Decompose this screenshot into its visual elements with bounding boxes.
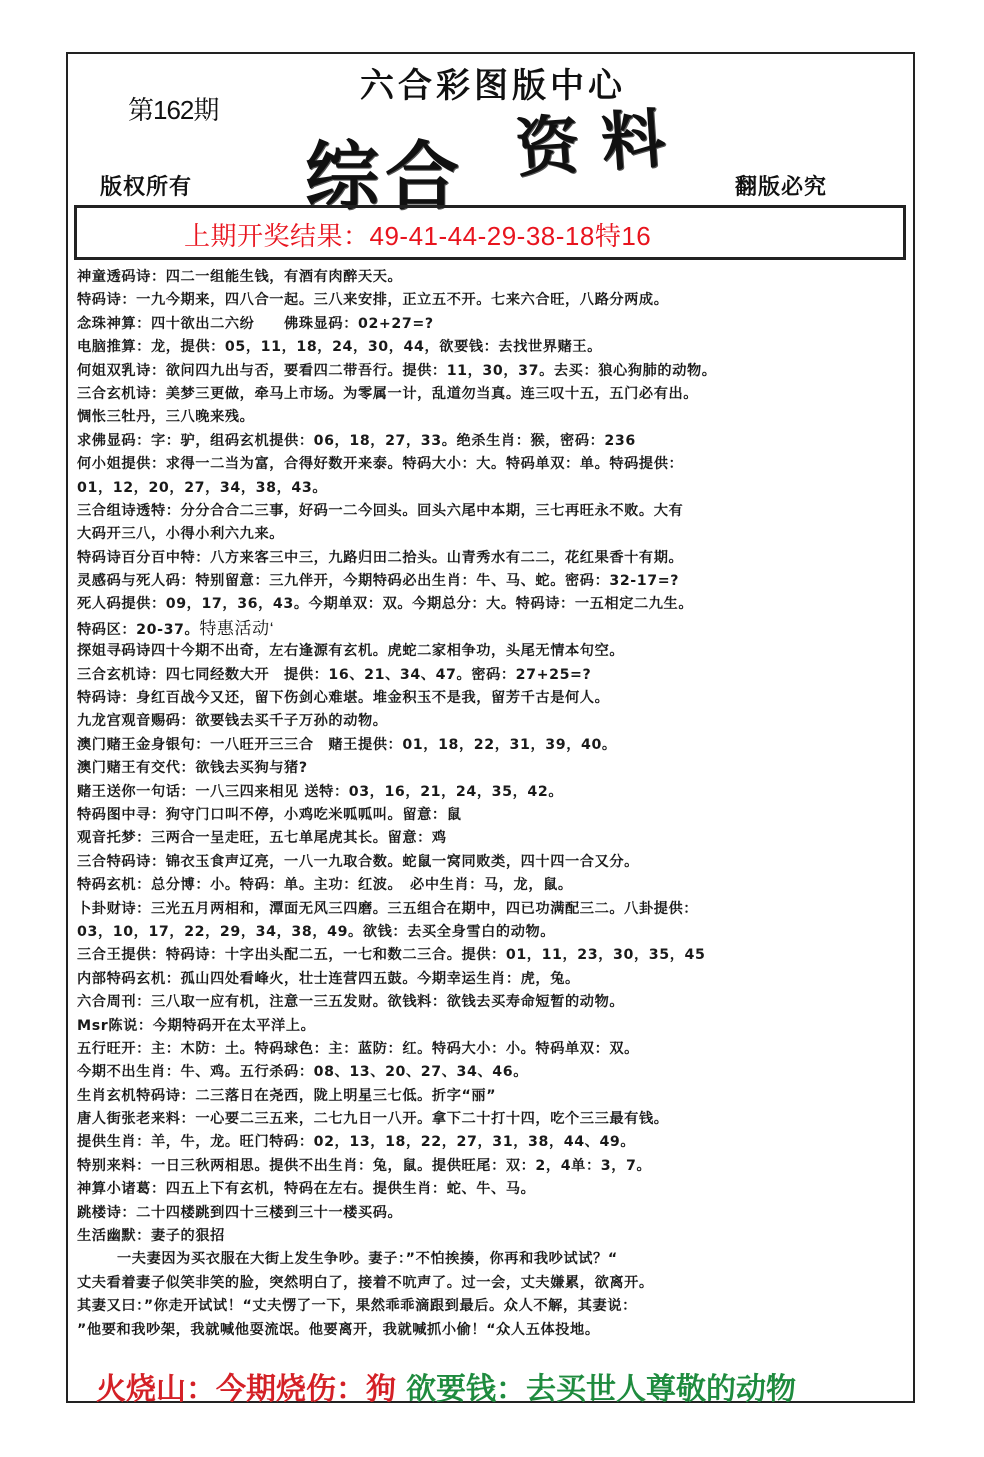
line-text: 欲钱去买狗与猪? — [195, 760, 308, 777]
content-line — [77, 710, 912, 733]
content-line — [77, 1108, 912, 1131]
line-text: 探姐寻码诗四十今期不出奇，左右逢源有玄机。虎蛇二家相争功，头尾无情本句空。 — [77, 643, 625, 660]
line-text: 总分博：小。特码：单。主功：红波。 必中生肖：马，龙，鼠。 — [150, 877, 573, 894]
last-result-numbers: 49-41-44-29-38-18特16 — [369, 221, 652, 251]
line-text: 狗守门口叫不停，小鸡吃米呱呱叫。留意：鼠 — [165, 806, 462, 823]
line-text: 四五上下有玄机，特码在左右。提供生肖：蛇、牛、马。 — [165, 1181, 536, 1198]
content-line — [77, 477, 912, 500]
line-text: 孤山四处看峰火，壮士连营四五鼓。今期幸运生肖：虎，兔。 — [180, 970, 580, 987]
line-text: 三两合一呈走旺，五七单尾虎其长。留意：鸡 — [150, 830, 447, 847]
line-text: 牛、鸡。五行杀码：08、13、20、27、34、46。 — [180, 1064, 528, 1081]
line-text: 二十四楼跳到四十三楼到三十一楼买码。 — [136, 1204, 403, 1221]
line-label: 求佛显码： — [77, 432, 151, 449]
line-label: 六合周刊： — [77, 994, 151, 1011]
line-label: 内部特码玄机： — [77, 970, 181, 987]
line-label: 何姐双乳诗： — [77, 362, 166, 379]
line-text: 羊，牛，龙。旺门特码：02，13，18，22，27，31，38，44、49。 — [150, 1134, 636, 1151]
content-line — [77, 781, 912, 804]
line-label: 特码图中寻： — [77, 806, 166, 823]
content-line — [77, 1131, 912, 1154]
content-line — [77, 313, 912, 336]
line-text: 惆怅三牡丹，三八晚来残。 — [77, 409, 255, 426]
line-text: 龙，提供：05，11，18，24，30，44，欲要钱：去找世界赌王。 — [150, 339, 602, 356]
content-line — [77, 944, 912, 967]
content-line — [77, 1295, 912, 1318]
line-label: 特码诗： — [77, 292, 137, 309]
line-label: 三合特码诗： — [77, 853, 166, 870]
line-text: 八方来客三中三，九路归田二拾头。山青秀水有二二，花红果香十有期。 — [210, 549, 684, 566]
content-line — [77, 898, 912, 921]
content-line — [77, 757, 912, 780]
content-line — [77, 1178, 912, 1201]
line-text: 一夫妻因为买衣服在大街上发生争吵。妻子：”不怕挨揍，你再和我吵试试？“ — [117, 1251, 618, 1268]
line-label: 电脑推算： — [77, 339, 151, 356]
content-line — [77, 1319, 912, 1342]
content-line — [77, 570, 912, 593]
line-text: 03，10，17，22，29，34，38，49。欲钱：去买全身雪白的动物。 — [77, 923, 556, 940]
line-text: 大码开三八，小得小利六九来。 — [77, 526, 285, 543]
line-text: 特码诗：十字出头配二五，一七和数二三合。提供：01，11，23，30，35，45 — [165, 947, 706, 964]
line-label: 跳楼诗： — [77, 1204, 137, 1221]
line-label: 生活幽默： — [77, 1228, 151, 1245]
content-line — [77, 1248, 912, 1271]
line-label: 观音托梦： — [77, 830, 151, 847]
line-text: 欲问四九出与否，要看四二带吾行。提供：11，30，37。去买：狼心狗肺的动物。 — [165, 362, 717, 379]
last-result — [184, 216, 651, 253]
line-label: 九龙宫观音赐码： — [77, 713, 196, 730]
line-label: Msr陈说： — [77, 1017, 153, 1034]
content-line — [77, 453, 912, 476]
content-line — [77, 827, 912, 850]
content-line — [77, 1202, 912, 1225]
content-line — [77, 1155, 912, 1178]
content-line — [77, 968, 912, 991]
content-line — [77, 500, 912, 523]
line-text: 三光五月两相和，潭面无风三四磨。三五组合在期中，四已功满配三二。八卦提供： — [150, 900, 699, 917]
line-label: 死人码提供： — [77, 596, 166, 613]
copyright-label: 版权所有 — [100, 174, 193, 200]
line-text: 三八取一应有机，注意一三五发财。欲钱料：欲钱去买寿命短暂的动物。 — [150, 994, 625, 1011]
line-label: 五行旺开： — [77, 1040, 151, 1057]
content-line — [77, 874, 912, 897]
content-line — [77, 593, 912, 616]
line-text: 字：驴，组码玄机提供：06，18，27，33。绝杀生肖：猴，密码：236 — [150, 432, 636, 449]
line-text: 求得一二当为富，合得好数开来泰。特码大小：大。特码单双：单。特码提供： — [165, 456, 684, 473]
line-label: 唐人街张老来料： — [77, 1111, 196, 1128]
line-text: 四七同经数大开 提供：16、21、34、47。密码：27+25=? — [165, 666, 592, 683]
content-line — [77, 383, 912, 406]
line-label: 三合组诗透特： — [77, 502, 181, 519]
content-line — [77, 289, 912, 312]
line-label: 特码诗百分百中特： — [77, 549, 211, 566]
content-line — [77, 1272, 912, 1295]
content-line — [77, 851, 912, 874]
footer-banner — [96, 1364, 796, 1408]
line-label: 澳门赌王有交代： — [77, 760, 196, 777]
content-line — [77, 547, 912, 570]
promo-label: 特惠活动‘ — [199, 618, 275, 638]
line-text: 妻子的狠招 — [150, 1228, 225, 1245]
line-label: 赌王送你一句话： — [77, 783, 196, 800]
line-label: 今期不出生肖： — [77, 1064, 181, 1081]
line-label: 灵感码与死人码： — [77, 573, 196, 590]
footer-green-text: 欲要钱：去买世人尊敬的动物 — [406, 1372, 796, 1407]
line-label: 神算小诸葛： — [77, 1181, 166, 1198]
content-line — [77, 991, 912, 1014]
line-text: 20-37。 — [136, 621, 200, 638]
line-label: 卜卦财诗： — [77, 900, 151, 917]
content-line — [77, 664, 912, 687]
line-label: 特码区： — [77, 621, 137, 638]
line-text: 四二一组能生钱，有酒有肉醉天天。 — [165, 269, 403, 285]
main-title-part1: 综合 — [305, 134, 465, 220]
content-line — [77, 687, 912, 710]
footer-red-text: 火烧山：今期烧伤：狗 — [96, 1372, 396, 1407]
content-line — [77, 640, 912, 663]
line-text: 分分合合二三事，好码一二今回头。回头六尾中本期，三七再旺永不败。大有 — [180, 502, 684, 519]
main-title-part2: 资料 — [512, 100, 690, 187]
content-line — [77, 1085, 912, 1108]
line-label: 念珠神算： — [77, 315, 151, 332]
line-text: 二三落日在尧西，陇上明星三七低。折字“丽” — [195, 1087, 497, 1104]
line-text: 特别留意：三九伴开，今期特码必出生肖：牛、马、蛇。密码：32-17=? — [195, 573, 680, 590]
line-text: 01，12，20，27，34，38，43。 — [77, 479, 328, 496]
line-label: 特别来料： — [77, 1157, 151, 1174]
no-reprint-label: 翻版必究 — [735, 174, 828, 200]
content-line — [77, 266, 912, 289]
line-text: 主：木防：土。特码球色：主：蓝防：红。特码大小：小。特码单双：双。 — [150, 1040, 639, 1057]
line-label: 生肖玄机特码诗： — [77, 1087, 196, 1104]
line-label: 何小姐提供： — [77, 456, 166, 473]
content-line — [77, 1038, 912, 1061]
line-text: 一八旺开三三合 赌王提供：01，18，22，31，39，40。 — [210, 736, 617, 753]
line-label: 三合玄机诗： — [77, 666, 166, 683]
content-line — [77, 360, 912, 383]
issue-number: 第162期 — [128, 95, 219, 125]
line-text: 欲要钱去买千子万孙的动物。 — [195, 713, 388, 730]
line-text: 09，17，36，43。今期单双：双。今期总分：大。特码诗：一五相定二九生。 — [165, 596, 694, 613]
line-label: 三合王提供： — [77, 947, 166, 964]
line-text: 一八三四来相见 送特：03，16，21，24，35，42。 — [195, 783, 564, 800]
content-line — [77, 804, 912, 827]
content-line — [77, 617, 912, 640]
line-text: 四十欲出二六纷 佛珠显码：02+27=? — [150, 315, 434, 332]
line-text: 丈夫看着妻子似笑非笑的脸，突然明白了，接着不吭声了。过一会，丈夫嫌累，欲离开。 — [77, 1274, 654, 1291]
line-label: 神童透码诗： — [77, 269, 166, 285]
content-line — [77, 921, 912, 944]
content-line — [77, 336, 912, 359]
line-text: 一九今期来，四八合一起。三八来安排，正立五不开。七来六合旺，八路分两成。 — [136, 292, 669, 309]
line-text: 锦衣玉食声辽亮，一八一九取合数。蛇鼠一窝同败类，四十四一合又分。 — [165, 853, 639, 870]
line-text: ”他要和我吵架，我就喊他耍流氓。他要离开，我就喊抓小偷！“众人五体投地。 — [77, 1321, 600, 1338]
content-line — [77, 523, 912, 546]
line-text: 今期特码开在太平洋上。 — [152, 1017, 316, 1034]
line-text: 美梦三更做，牵马上市场。为零属一计，乱道勿当真。连三叹十五，五门必有出。 — [165, 385, 699, 402]
line-text: 一心要二三五来，二七九日一八开。拿下二十打十四，吃个三三最有钱。 — [195, 1111, 669, 1128]
line-text: 一日三秋两相思。提供不出生肖：兔，鼠。提供旺尾：双：2，4单：3，7。 — [150, 1157, 652, 1174]
line-text: 其妻又曰：”你走开试试！“丈夫愣了一下，果然乖乖滴跟到最后。众人不解，其妻说： — [77, 1298, 637, 1315]
last-result-label: 上期开奖结果： — [184, 221, 370, 251]
brand-title: 六合彩图版中心 — [360, 66, 626, 106]
content-line — [77, 1015, 912, 1038]
line-label: 三合玄机诗： — [77, 385, 166, 402]
line-label: 特码玄机： — [77, 877, 151, 894]
content-line — [77, 1225, 912, 1248]
content-line — [77, 734, 912, 757]
line-text: 身红百战今又还，留下伤剑心难堪。堆金积玉不是我，留芳千古是何人。 — [136, 690, 610, 707]
content-line — [77, 406, 912, 429]
content-line — [77, 1061, 912, 1084]
line-label: 提供生肖： — [77, 1134, 151, 1151]
content-lines — [77, 266, 912, 1342]
line-label: 特码诗： — [77, 690, 137, 707]
content-line — [77, 430, 912, 453]
line-label: 澳门赌王金身银句： — [77, 736, 211, 753]
